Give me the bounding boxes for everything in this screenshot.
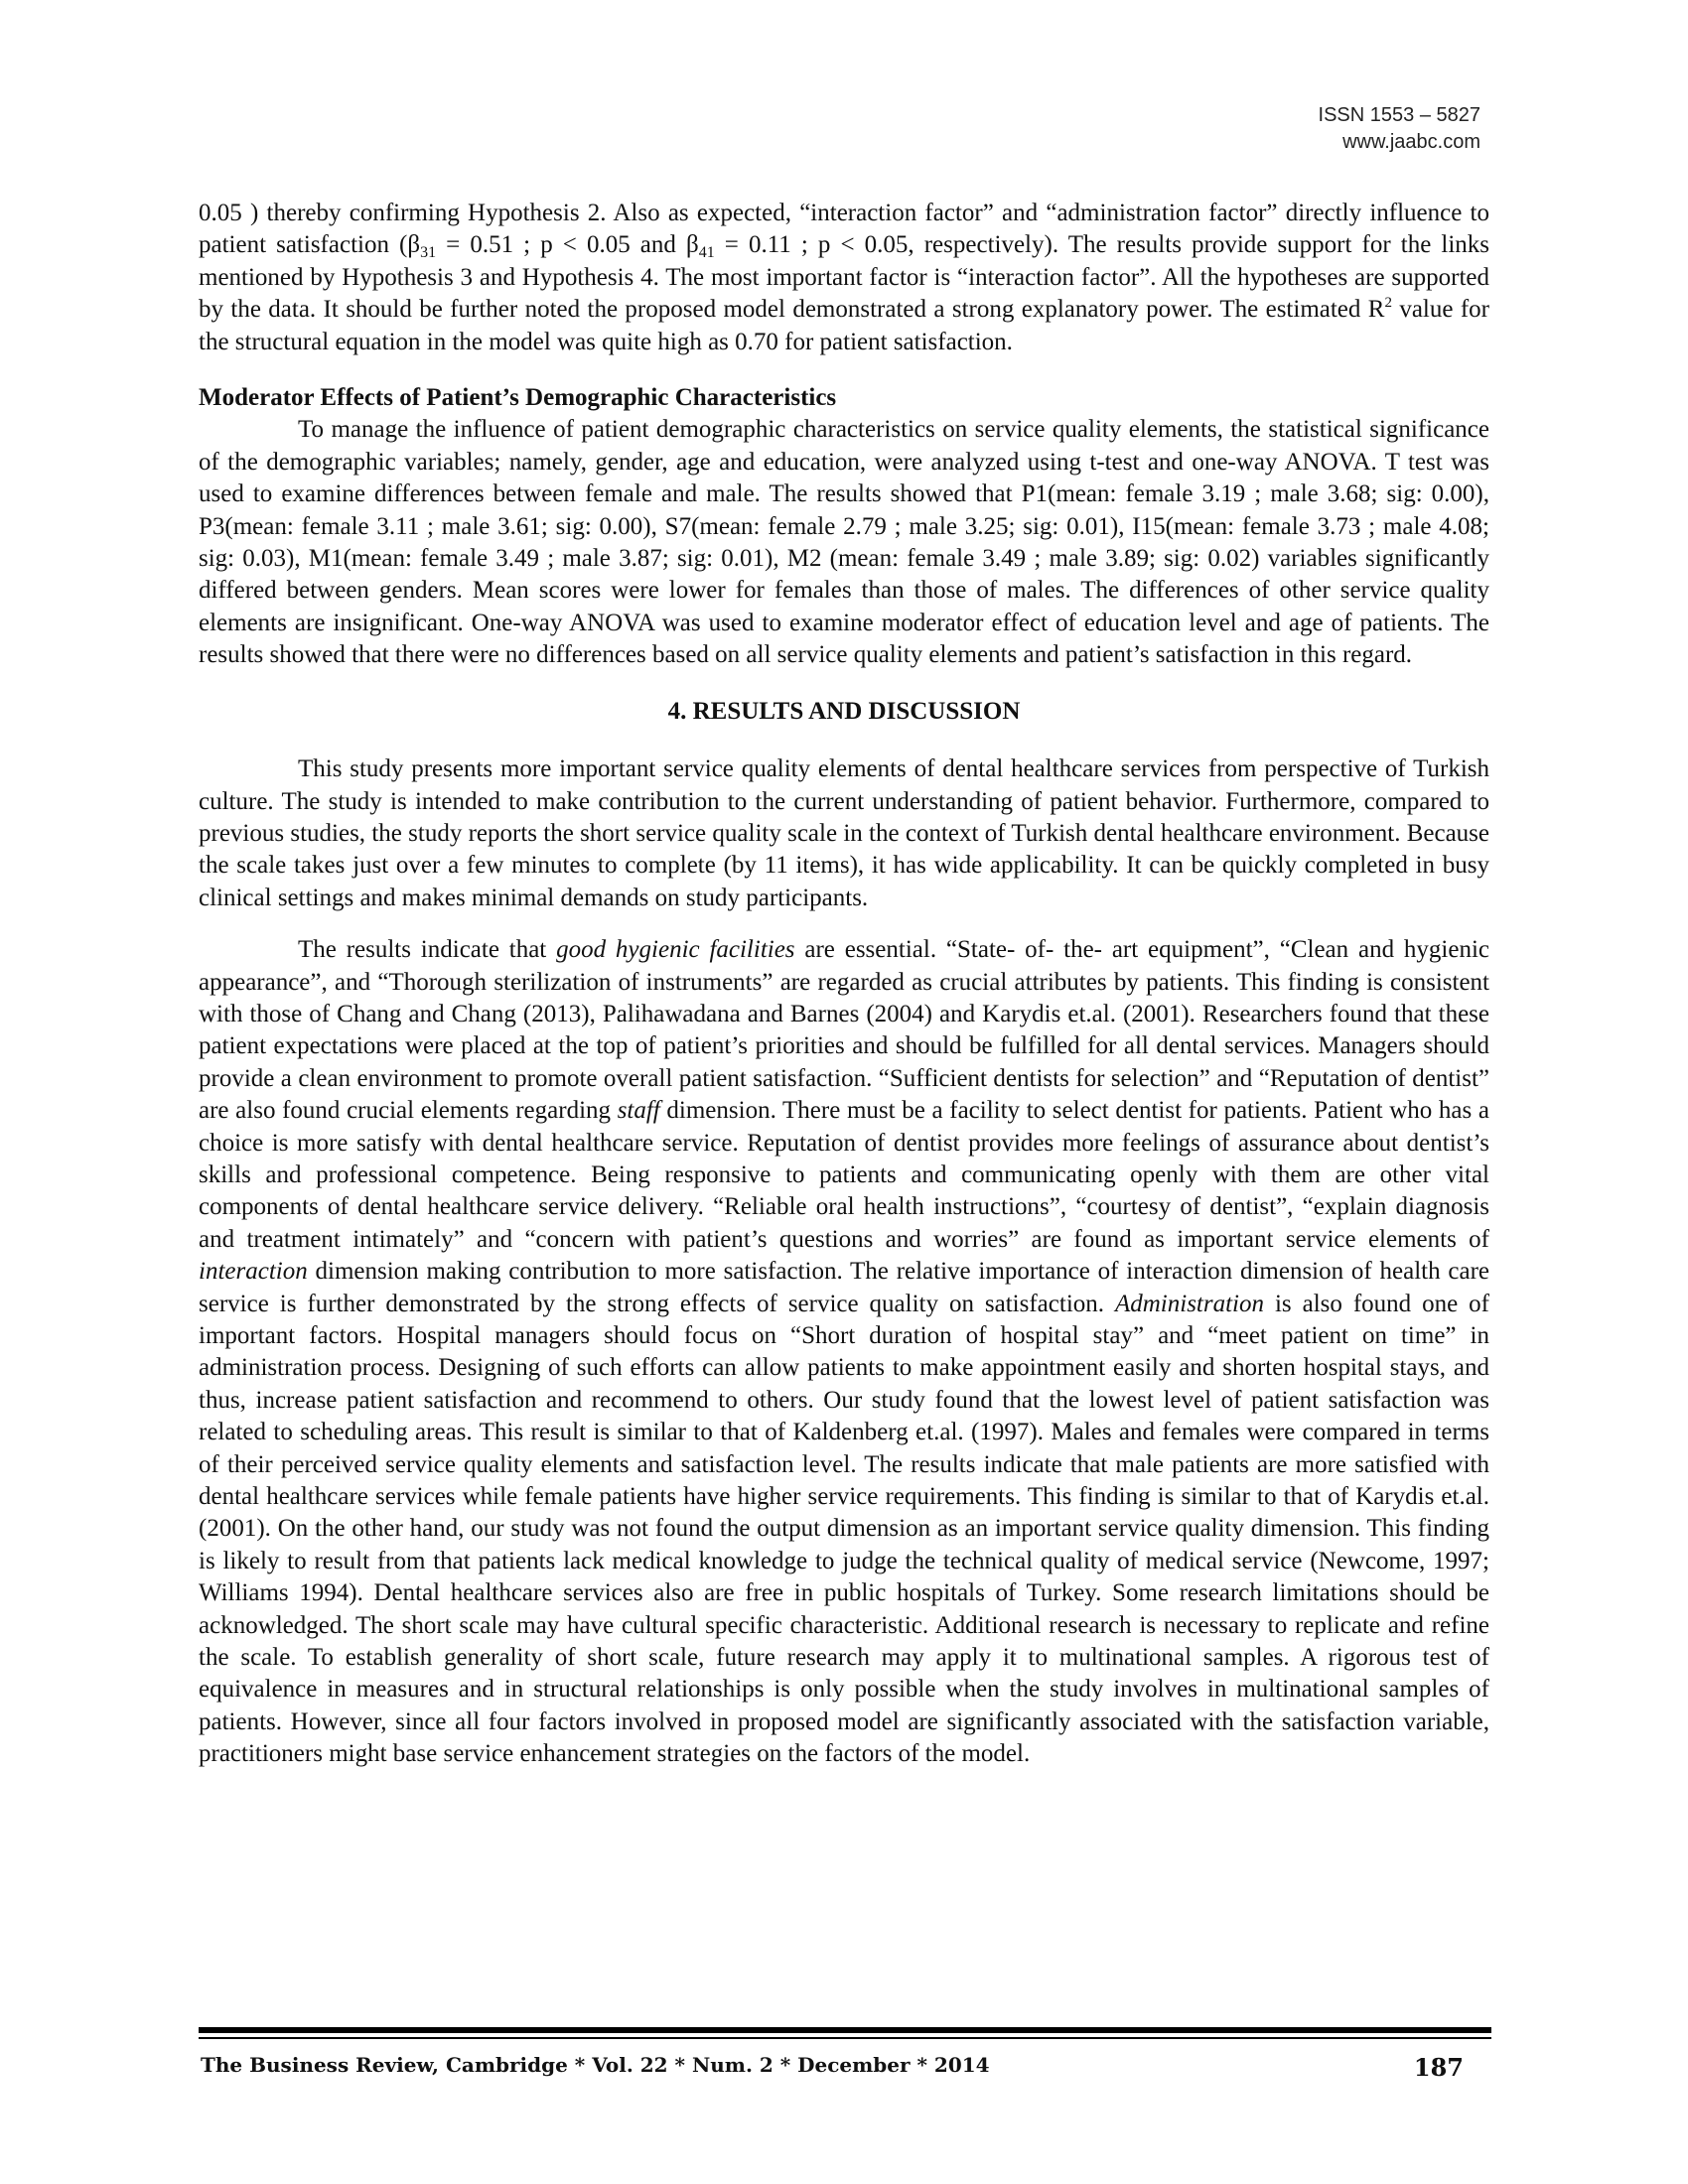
text-run: = 0.11 ; p < 0.05, respectively). The results provide support for the links mentioned by Hypothesis 3 and Hypothesis 4. The most important factor is “interaction factor”. All the hypotheses are supported by the data. It should be further noted the proposed model demonstrated a strong explanatory power. The estimated R bbox=[199, 231, 1489, 324]
article-body bbox=[199, 198, 1489, 1771]
subscript: 31 bbox=[420, 244, 437, 262]
subscript: 41 bbox=[698, 244, 715, 262]
text-run: value for the structural equation in the model was quite high as 0.70 for patient satisfaction. bbox=[199, 296, 1489, 355]
text-run: dimension making contribution to more satisfaction. The relative importance of interaction dimension of health care service is further demonstrated by the strong effects of service quality on satisfaction. bbox=[199, 1258, 1489, 1317]
italic-term: good hygienic facilities bbox=[556, 936, 795, 964]
journal-website: www.jaabc.com bbox=[1342, 131, 1480, 153]
issn-number: ISSN 1553 – 5827 bbox=[1318, 104, 1480, 126]
journal-citation: The Business Review, Cambridge * Vol. 22 * Num. 2 * December * 2014 bbox=[201, 2053, 990, 2077]
paragraph-study-overview: This study presents more important service quality elements of dental healthcare services from perspective of Turkish culture. The study is intended to make contribution to the current understanding of patient behavior. Furthermore, compared to previous studies, the study reports the short service quality scale in the context of Turkish dental healthcare environment. Because the scale takes just over a few minutes to complete (by 11 items), it has wide applicability. It can be quickly completed in busy clinical settings and makes minimal demands on study participants. bbox=[199, 755, 1489, 911]
italic-term: staff bbox=[617, 1097, 660, 1125]
page-number: 187 bbox=[1413, 2053, 1464, 2082]
text-run: is also found one of important factors. Hospital managers should focus on “Short duration of hospital stay” and “meet patient on time” in administration process. Designing of such efforts can allow patients to make appointment easily and shorten hospital stays, and thus, increase patient satisfaction and recommend to others. Our study found that the lowest level of patient satisfaction was related to scheduling areas. This result is similar to that of Kaldenberg et.al. (1997). Males and females were compared in terms of their perceived service quality elements and satisfaction level. The results indicate that male patients are more satisfied with dental healthcare services while female patients have higher service requirements. This finding is similar to that of Karydis et.al. (2001). On the other hand, our study was not found the output dimension as an important service quality dimension. This finding is likely to result from that patients lack medical knowledge to judge the technical quality of medical service (Newcome, 1997; Williams 1994). Dental healthcare services also are free in public hospitals of Turkey. Some research limitations should be acknowledged. The short scale may have cultural specific characteristic. Additional research is necessary to replicate and refine the scale. To establish generality of short scale, future research may apply it to multinational samples. A rigorous test of equivalence in measures and in structural relationships is only possible when the study involves in multinational samples of patients. However, since all four factors involved in proposed model are significantly associated with the satisfaction variable, practitioners might base service enhancement strategies on the factors of the model. bbox=[199, 1290, 1489, 1768]
superscript: 2 bbox=[1384, 295, 1392, 312]
italic-term: interaction bbox=[199, 1258, 308, 1286]
italic-term: Administration bbox=[1114, 1290, 1264, 1317]
text-run: = 0.51 ; p < 0.05 and β bbox=[436, 231, 699, 259]
paragraph-moderator-effects: To manage the influence of patient demographic characteristics on service quality elements, the statistical significance of the demographic variables; namely, gender, age and education, were analyzed using t-test and one-way ANOVA. T test was used to examine differences between female and male. The results showed that P1(mean: female 3.19 ; male 3.68; sig: 0.00), P3(mean: female 3.11 ; male 3.61; sig: 0.00), S7(mean: female 2.79 ; male 3.25; sig: 0.01), I15(mean: female 3.73 ; male 4.08; sig: 0.03), M1(mean: female 3.49 ; male 3.87; sig: 0.01), M2 (mean: female 3.49 ; male 3.89; sig: 0.02) variables significantly differed between genders. Mean scores were lower for females than those of males. The differences of other service quality elements are insignificant. One-way ANOVA was used to examine moderator effect of education level and age of patients. The results showed that there were no differences based on all service quality elements and patient’s satisfaction in this regard. bbox=[199, 416, 1489, 669]
text-run: The results indicate that bbox=[298, 936, 557, 964]
footer-rule-thick bbox=[199, 2027, 1491, 2033]
page-footer bbox=[201, 2053, 1464, 2082]
page-header bbox=[1319, 102, 1480, 156]
paragraph-results-discussion bbox=[199, 934, 1489, 1771]
section-heading: 4. RESULTS AND DISCUSSION bbox=[667, 697, 1021, 725]
footer-rule-thin bbox=[199, 2037, 1491, 2039]
paragraph-hypothesis-results bbox=[199, 198, 1489, 358]
text-run: 0.05 ) thereby confirming Hypothesis 2. Also as expected, “interaction factor” and “administration factor” directly influence to patient satisfaction (β bbox=[199, 200, 1489, 259]
text-run: are essential. “State- of- the- art equipment”, “Clean and hygienic appearance”, and “Thorough sterilization of instruments” are regarded as crucial attributes by patients. This finding is consistent with those of Chang and Chang (2013), Palihawadana and Barnes (2004) and Karydis et.al. (2001). Researchers found that these patient expectations were placed at the top of patient’s priorities and should be fulfilled for all dental services. Managers should provide a clean environment to promote overall patient satisfaction. “Sufficient dentists for selection” and “Reputation of dentist” are also found crucial elements regarding bbox=[199, 936, 1489, 1125]
text-run: dimension. There must be a facility to select dentist for patients. Patient who has a choice is more satisfy with dental healthcare service. Reputation of dentist provides more feelings of assurance about dentist’s skills and professional competence. Being responsive to patients and communicating openly with them are other vital components of dental healthcare service delivery. “Reliable oral health instructions”, “courtesy of dentist”, “explain diagnosis and treatment intimately” and “concern with patient’s questions and worries” are found as important service elements of bbox=[199, 1097, 1490, 1253]
subsection-heading: Moderator Effects of Patient’s Demographic Characteristics bbox=[199, 384, 837, 412]
